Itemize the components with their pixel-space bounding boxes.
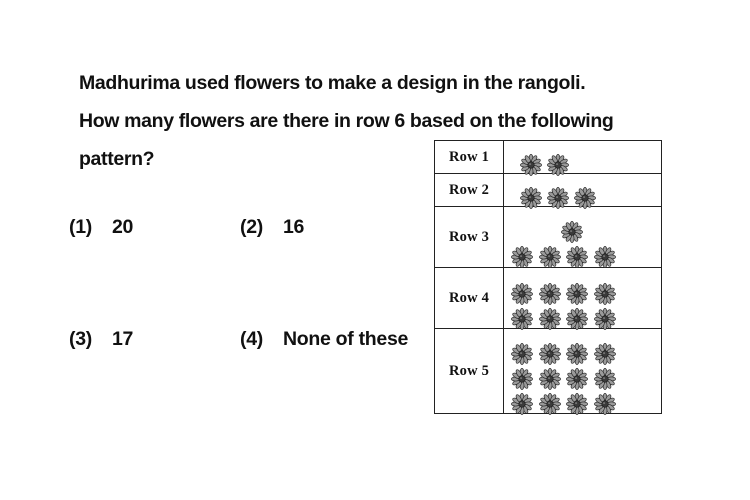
row-label: Row 5 [435, 329, 504, 414]
flower-icon [566, 393, 588, 415]
row-label: Row 2 [435, 174, 504, 207]
option-4[interactable] [240, 328, 408, 351]
flower-icon [511, 368, 533, 390]
flower-icon [511, 246, 533, 268]
flower-icon [566, 283, 588, 305]
flower-icon [566, 308, 588, 330]
flower-icon [594, 343, 616, 365]
option-3[interactable] [69, 328, 133, 351]
pattern-row-5 [435, 329, 662, 414]
flower-icon [594, 393, 616, 415]
row-flowers [504, 141, 662, 174]
pattern-row-3 [435, 207, 662, 268]
flower-icon [511, 343, 533, 365]
question-line-1: Madhurima used flowers to make a design in the rangoli. [79, 72, 586, 94]
flower-icon [511, 393, 533, 415]
option-2-text: 16 [283, 216, 305, 238]
option-3-number: (3) [69, 328, 92, 350]
pattern-row-2 [435, 174, 662, 207]
flower-icon [566, 368, 588, 390]
option-3-text: 17 [112, 328, 134, 350]
option-1[interactable] [69, 216, 133, 239]
option-2[interactable] [240, 216, 304, 239]
flower-icon [511, 308, 533, 330]
question-line-3: pattern? [79, 148, 155, 170]
row-label: Row 4 [435, 268, 504, 329]
option-4-number: (4) [240, 328, 263, 350]
pattern-row-1 [435, 141, 662, 174]
option-1-text: 20 [112, 216, 134, 238]
option-1-number: (1) [69, 216, 92, 238]
flower-icon [594, 368, 616, 390]
flower-icon [539, 283, 561, 305]
row-flowers [504, 268, 662, 329]
flower-icon [539, 246, 561, 268]
option-4-text: None of these [283, 328, 409, 350]
flower-icon [594, 308, 616, 330]
flower-icon [539, 393, 561, 415]
flower-pattern-table [434, 140, 662, 414]
row-label: Row 1 [435, 141, 504, 174]
flower-icon [561, 221, 583, 243]
flower-icon [539, 308, 561, 330]
row-flowers [504, 207, 662, 268]
flower-icon [511, 283, 533, 305]
row-label: Row 3 [435, 207, 504, 268]
pattern-row-4 [435, 268, 662, 329]
row-flowers [504, 329, 662, 414]
flower-icon [566, 246, 588, 268]
question-line-2: How many flowers are there in row 6 based on the following [79, 110, 614, 132]
flower-icon [539, 343, 561, 365]
option-2-number: (2) [240, 216, 263, 238]
flower-icon [566, 343, 588, 365]
flower-icon [539, 368, 561, 390]
row-flowers [504, 174, 662, 207]
flower-icon [594, 283, 616, 305]
flower-icon [594, 246, 616, 268]
